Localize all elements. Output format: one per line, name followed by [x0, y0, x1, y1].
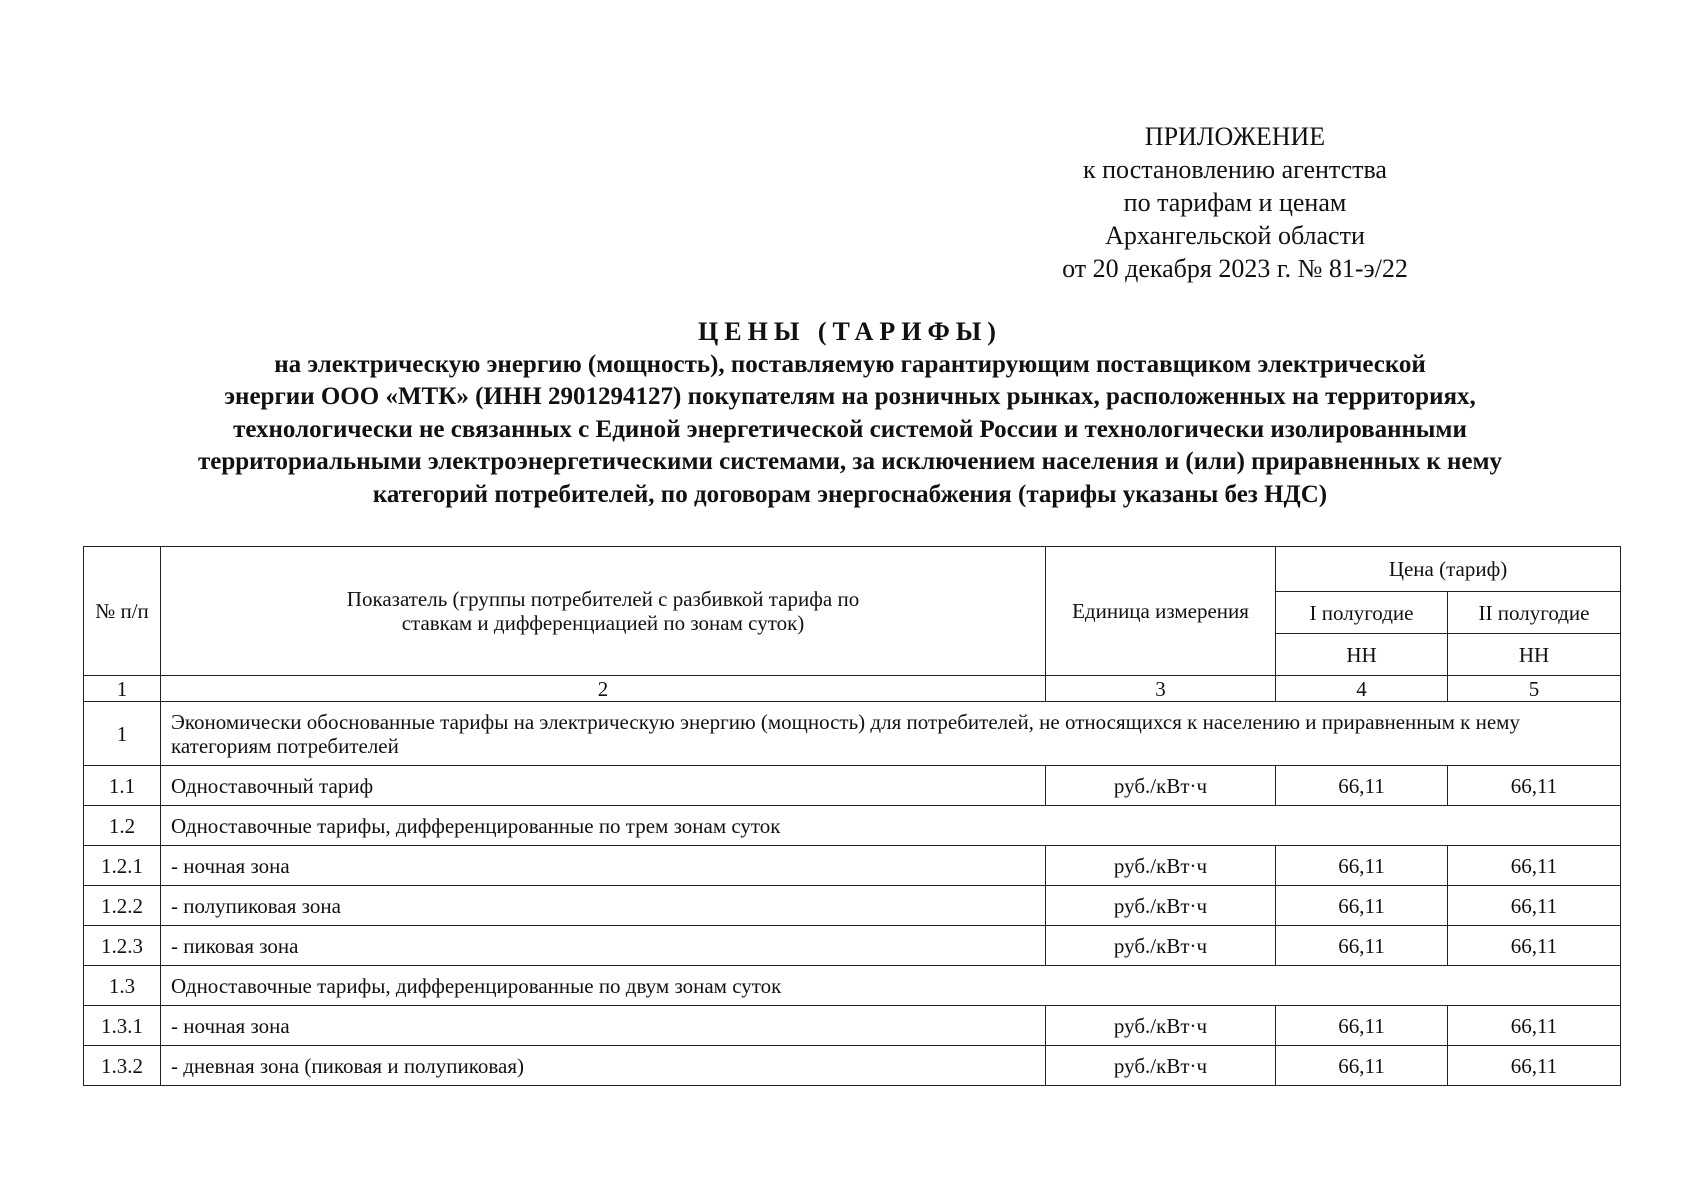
- header-half1: I полугодие: [1276, 592, 1448, 634]
- column-number: 2: [161, 676, 1046, 702]
- row-unit: руб./кВт·ч: [1046, 1006, 1276, 1046]
- appendix-line: к постановлению агентства: [1083, 155, 1387, 184]
- appendix-line: Архангельской области: [1105, 221, 1365, 250]
- tariff-table: [83, 546, 1621, 1086]
- row-value-half1: 66,11: [1276, 1046, 1448, 1086]
- row-value-half1: 66,11: [1276, 1006, 1448, 1046]
- row-value-half2: 66,11: [1448, 1006, 1621, 1046]
- row-value-half1: 66,11: [1276, 926, 1448, 966]
- row-num: 1.2.1: [84, 846, 161, 886]
- header-unit: Единица измерения: [1046, 547, 1276, 676]
- row-value-half2: 66,11: [1448, 766, 1621, 806]
- row-label: - ночная зона: [161, 1006, 1046, 1046]
- title-line: территориальными электроэнергетическими системами, за исключением населения и (или) приравненных к нему: [197, 448, 1503, 475]
- row-unit: руб./кВт·ч: [1046, 1046, 1276, 1086]
- header-indicator: Показатель (группы потребителей с разбивкой тарифа по ставкам и дифференциацией по зонам суток): [161, 547, 1046, 676]
- row-label: - дневная зона (пиковая и полупиковая): [161, 1046, 1046, 1086]
- header-half2: II полугодие: [1448, 592, 1621, 634]
- table-row-section: [84, 806, 1621, 846]
- row-value-half1: 66,11: [1276, 886, 1448, 926]
- document-title: [70, 316, 1630, 511]
- row-num: 1.3.1: [84, 1006, 161, 1046]
- appendix-line: по тарифам и ценам: [1123, 188, 1347, 217]
- header-num: № п/п: [84, 547, 161, 676]
- header-price: Цена (тариф): [1276, 547, 1621, 592]
- row-value-half2: 66,11: [1448, 846, 1621, 886]
- column-numbers-row: [84, 676, 1621, 702]
- row-value-half2: 66,11: [1448, 1046, 1621, 1086]
- table-row: [84, 926, 1621, 966]
- title-heading: ЦЕНЫ (ТАРИФЫ): [698, 317, 1002, 346]
- row-unit: руб./кВт·ч: [1046, 846, 1276, 886]
- row-num: 1.2.3: [84, 926, 161, 966]
- row-value-half2: 66,11: [1448, 886, 1621, 926]
- row-label: Одноставочные тарифы, дифференцированные по трем зонам суток: [161, 806, 1621, 846]
- table-row-section: [84, 966, 1621, 1006]
- row-unit: руб./кВт·ч: [1046, 766, 1276, 806]
- row-num: 1.3: [84, 966, 161, 1006]
- column-number: 1: [84, 676, 161, 702]
- column-number: 4: [1276, 676, 1448, 702]
- row-unit: руб./кВт·ч: [1046, 886, 1276, 926]
- header-voltage1: НН: [1276, 634, 1448, 676]
- row-label: Одноставочные тарифы, дифференцированные по двум зонам суток: [161, 966, 1621, 1006]
- title-line: технологически не связанных с Единой энергетической системой России и технологически изолированными: [233, 415, 1467, 443]
- title-line: энергии ООО «МТК» (ИНН 2901294127) покупателям на розничных рынках, расположенных на территориях,: [224, 383, 1476, 410]
- appendix-block: [1000, 120, 1470, 285]
- header-row: [84, 547, 1621, 592]
- row-num: 1.2: [84, 806, 161, 846]
- row-num: 1.3.2: [84, 1046, 161, 1086]
- column-number: 5: [1448, 676, 1621, 702]
- appendix-label: ПРИЛОЖЕНИЕ: [1144, 122, 1326, 151]
- row-label: - полупиковая зона: [161, 886, 1046, 926]
- row-label: Одноставочный тариф: [161, 766, 1046, 806]
- table-row: [84, 1046, 1621, 1086]
- table-row: [84, 886, 1621, 926]
- row-num: 1.1: [84, 766, 161, 806]
- row-value-half1: 66,11: [1276, 846, 1448, 886]
- title-line: категорий потребителей, по договорам энергоснабжения (тарифы указаны без НДС): [372, 480, 1328, 508]
- column-number: 3: [1046, 676, 1276, 702]
- row-num: 1: [84, 702, 161, 766]
- row-value-half2: 66,11: [1448, 926, 1621, 966]
- row-num: 1.2.2: [84, 886, 161, 926]
- header-voltage2: НН: [1448, 634, 1621, 676]
- row-label: - ночная зона: [161, 846, 1046, 886]
- row-label: - пиковая зона: [161, 926, 1046, 966]
- row-label: Экономически обоснованные тарифы на электрическую энергию (мощность) для потребителей, не относящихся к населению и приравненным к нему категориям потребителей: [161, 702, 1621, 766]
- table-row: [84, 846, 1621, 886]
- row-value-half1: 66,11: [1276, 766, 1448, 806]
- appendix-date: от 20 декабря 2023 г. № 81-э/22: [1062, 254, 1408, 283]
- title-line: на электрическую энергию (мощность), поставляемую гарантирующим поставщиком электрической: [274, 350, 1426, 378]
- table-row: [84, 1006, 1621, 1046]
- table-row-section: [84, 702, 1621, 766]
- table-row: [84, 766, 1621, 806]
- row-unit: руб./кВт·ч: [1046, 926, 1276, 966]
